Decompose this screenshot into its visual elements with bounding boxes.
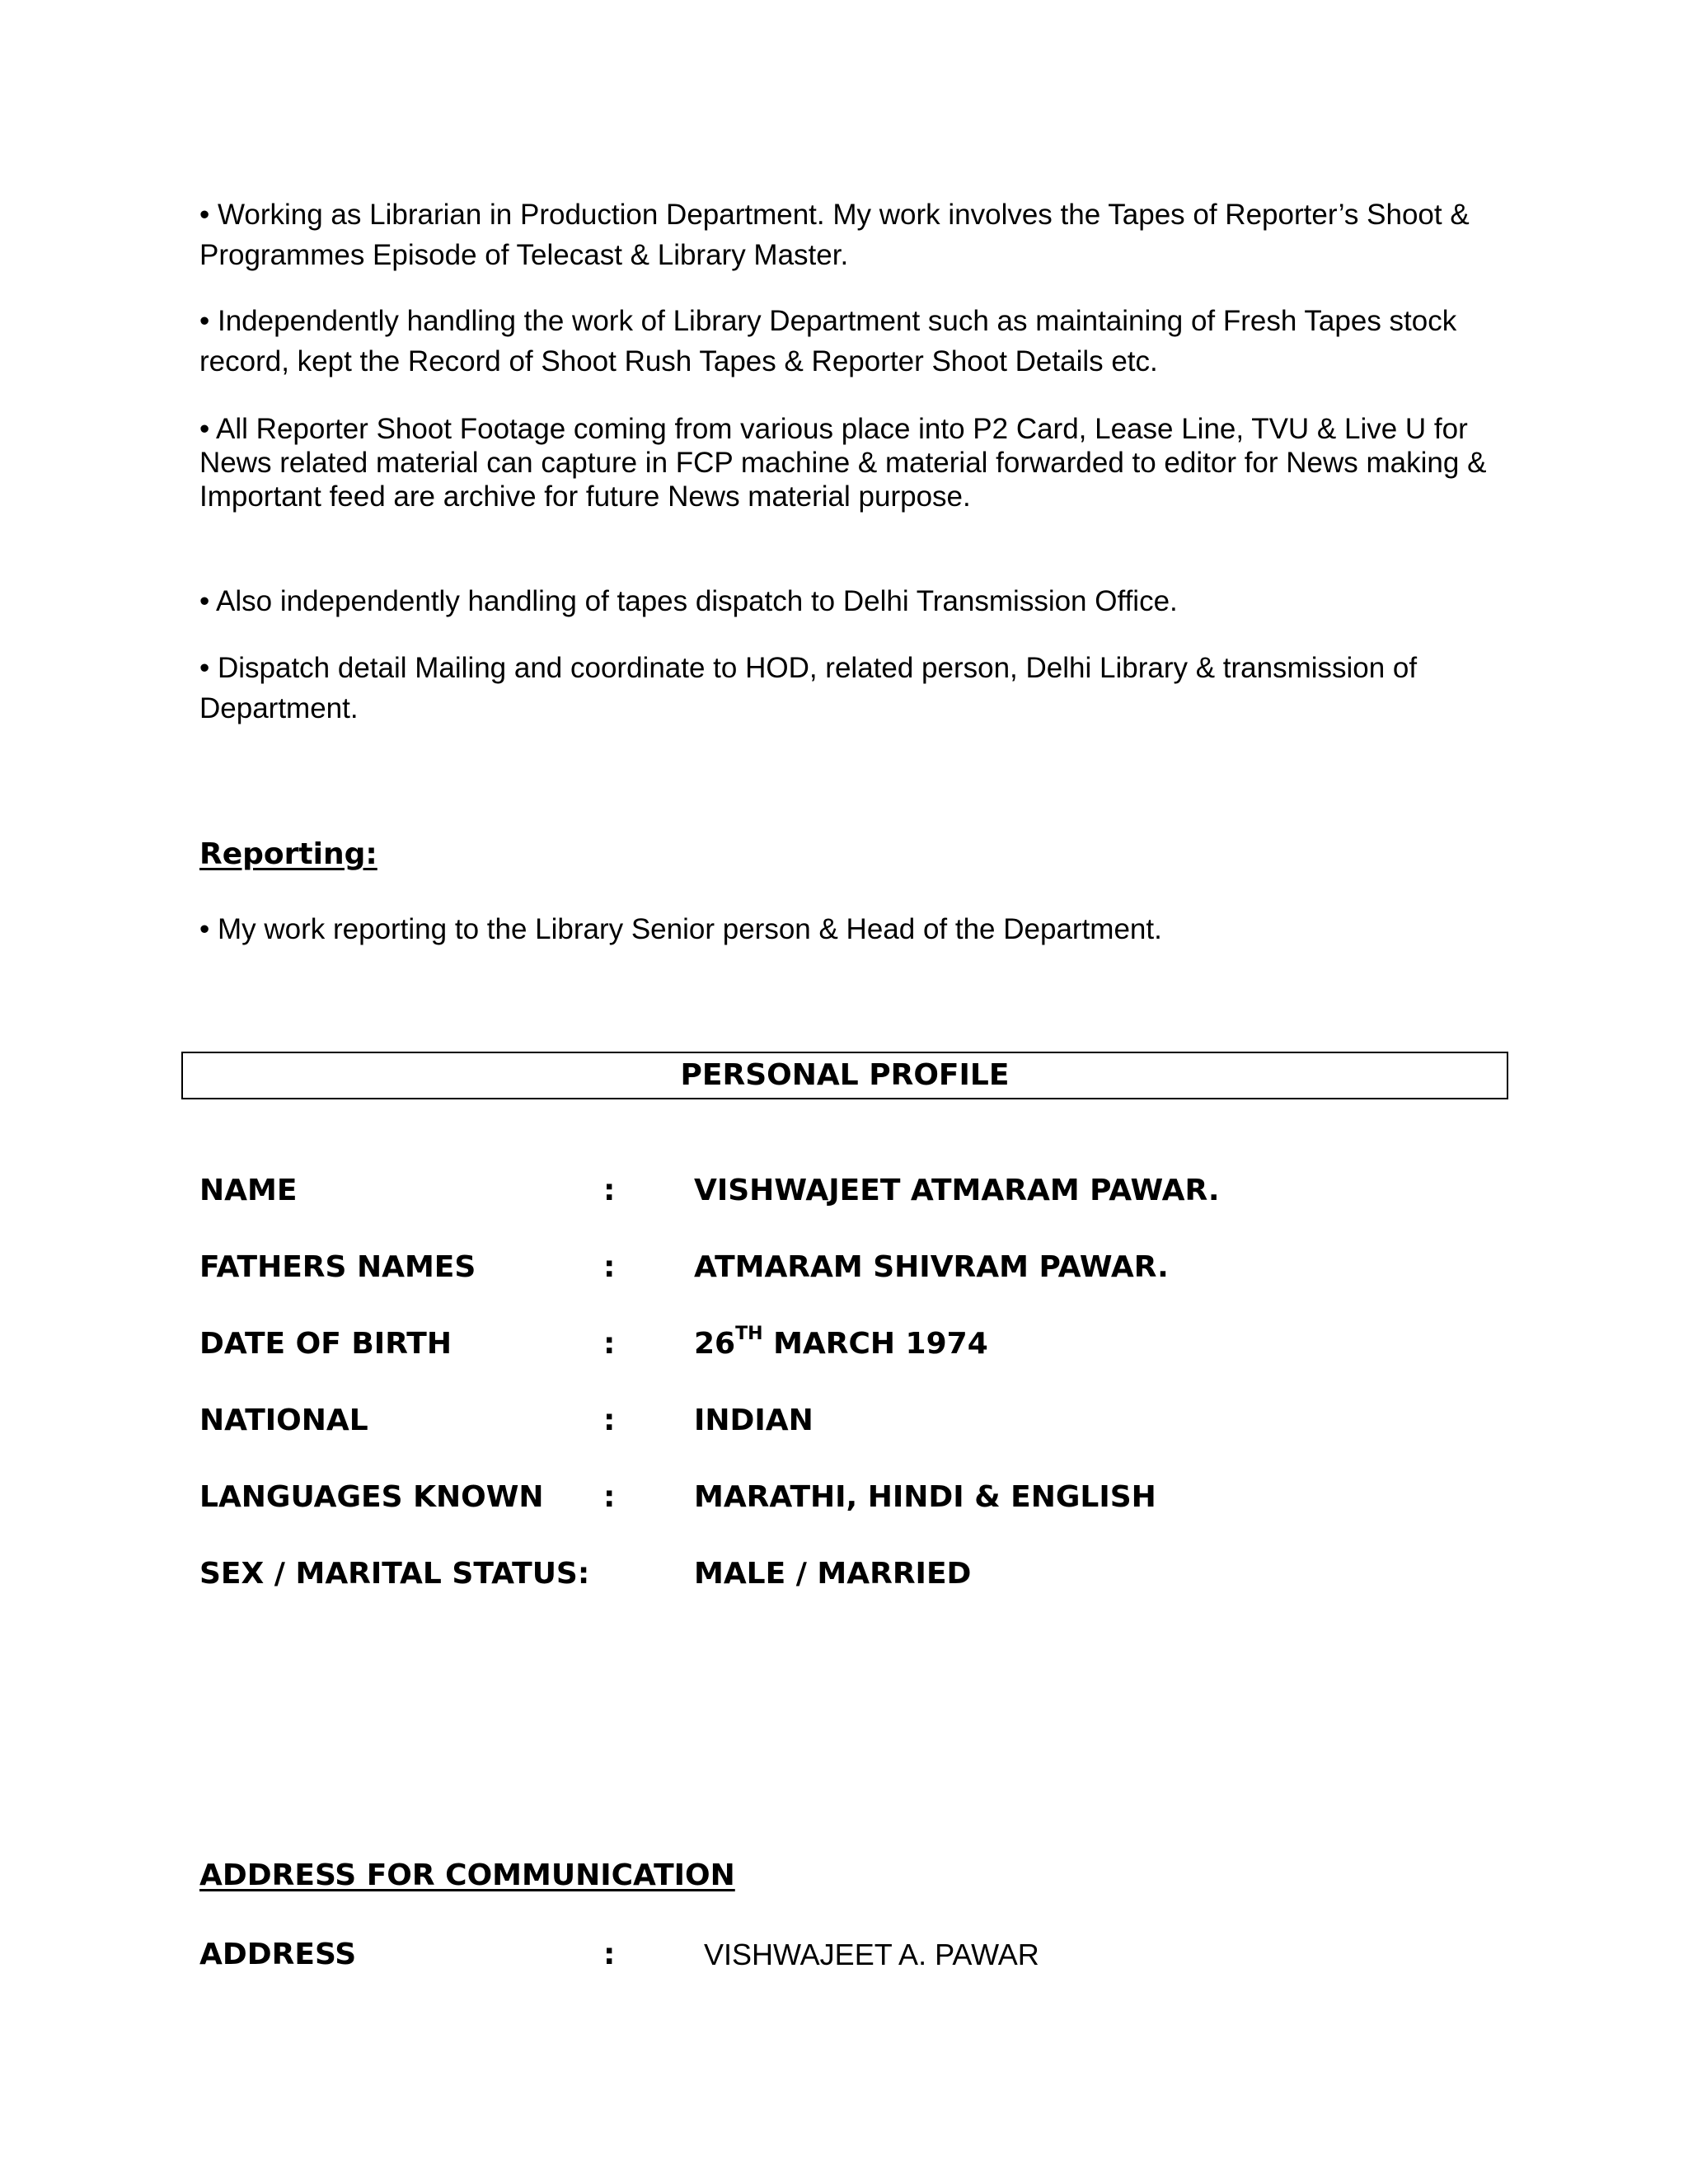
dob-month-year: MARCH 1974 bbox=[762, 1327, 988, 1361]
reporting-heading: Reporting: bbox=[199, 837, 377, 871]
address-colon: : bbox=[603, 1938, 616, 1971]
responsibility-item: • Working as Librarian in Production Department. My work involves the Tapes of Reporter’s Shoot & Programmes Episode of Telecast & Library Master. bbox=[199, 199, 1470, 271]
dob-ordinal: TH bbox=[735, 1324, 763, 1344]
profile-colon: : bbox=[603, 1404, 616, 1437]
profile-value: ATMARAM SHIVRAM PAWAR. bbox=[694, 1250, 1169, 1284]
profile-value: VISHWAJEET ATMARAM PAWAR. bbox=[694, 1174, 1220, 1207]
responsibility-item: • All Reporter Shoot Footage coming from various place into P2 Card, Lease Line, TVU & Live U for News related material can capture in FCP machine & material forwarded to editor for News making & Important feed are archive for future News material purpose. bbox=[199, 413, 1487, 513]
dob-day: 26 bbox=[694, 1327, 736, 1361]
profile-colon: : bbox=[603, 1480, 616, 1514]
profile-label: SEX / MARITAL STATUS: bbox=[199, 1557, 590, 1591]
profile-value: INDIAN bbox=[694, 1404, 814, 1437]
profile-colon: : bbox=[603, 1327, 616, 1361]
profile-value bbox=[694, 1324, 988, 1365]
profile-value: MARATHI, HINDI & ENGLISH bbox=[694, 1480, 1156, 1514]
profile-label: NAME bbox=[199, 1174, 298, 1207]
address-heading: ADDRESS FOR COMMUNICATION bbox=[199, 1858, 735, 1892]
profile-label: LANGUAGES KNOWN bbox=[199, 1480, 544, 1514]
profile-label: DATE OF BIRTH bbox=[199, 1327, 452, 1361]
responsibility-item: • Dispatch detail Mailing and coordinate to HOD, related person, Delhi Library & transmission of Department. bbox=[199, 652, 1418, 724]
profile-colon: : bbox=[603, 1250, 616, 1284]
reporting-item: • My work reporting to the Library Senior person & Head of the Department. bbox=[199, 913, 1162, 945]
responsibility-item: • Independently handling the work of Library Department such as maintaining of Fresh Tapes stock record, kept the Record of Shoot Rush Tapes & Reporter Shoot Details etc. bbox=[199, 305, 1457, 377]
profile-label: FATHERS NAMES bbox=[199, 1250, 476, 1284]
profile-value: MALE / MARRIED bbox=[694, 1557, 972, 1591]
address-label: ADDRESS bbox=[199, 1938, 357, 1971]
profile-label: NATIONAL bbox=[199, 1404, 368, 1437]
profile-colon: : bbox=[603, 1174, 616, 1207]
responsibility-item: • Also independently handling of tapes dispatch to Delhi Transmission Office. bbox=[199, 585, 1178, 617]
personal-profile-heading: PERSONAL PROFILE bbox=[181, 1052, 1508, 1099]
address-value: VISHWAJEET A. PAWAR bbox=[704, 1938, 1039, 1971]
